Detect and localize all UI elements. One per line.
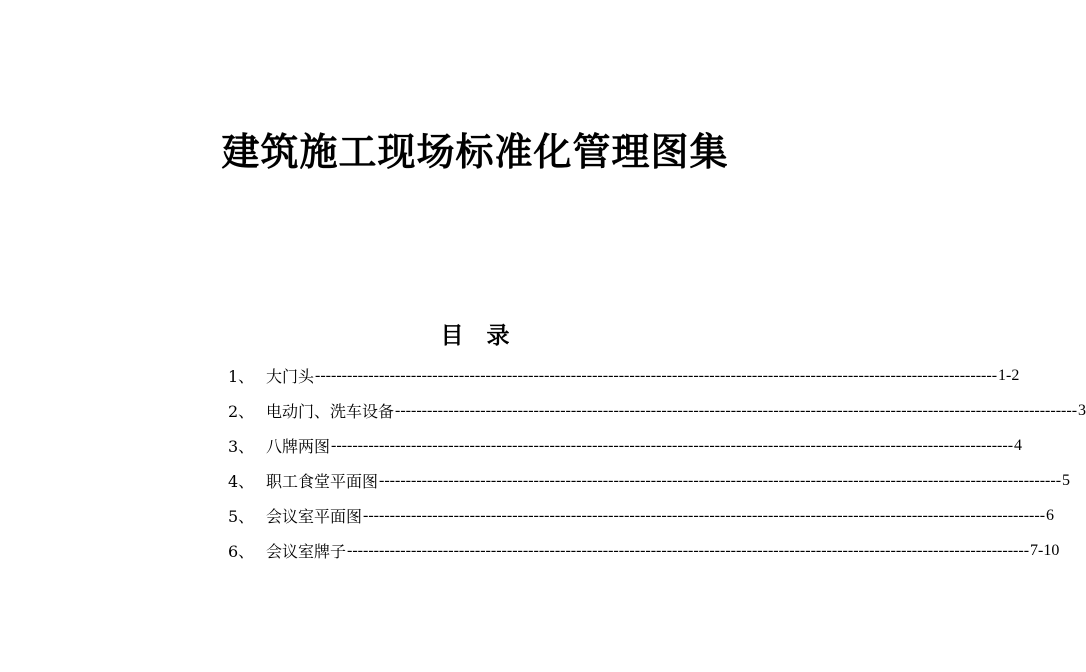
toc-entry bbox=[228, 393, 1086, 428]
toc-leader: -------------------------------------------------------------------------------------------------------------------------------- bbox=[395, 401, 1078, 419]
toc-entry bbox=[228, 498, 1055, 533]
table-of-contents bbox=[228, 358, 1086, 568]
toc-entry-number: 1、 bbox=[228, 367, 255, 386]
toc-entry-title: 会议室平面图 bbox=[266, 507, 363, 526]
toc-entry bbox=[228, 428, 1023, 463]
toc-entry-number: 3、 bbox=[228, 437, 255, 456]
toc-leader: -------------------------------------------------------------------------------------------------------------------------------- bbox=[347, 541, 1030, 559]
toc-entry-title: 八牌两图 bbox=[266, 437, 331, 456]
toc-entry-number: 4、 bbox=[228, 472, 255, 491]
toc-leader: -------------------------------------------------------------------------------------------------------------------------------- bbox=[363, 506, 1046, 524]
toc-entry-page: 7-10 bbox=[1030, 541, 1060, 559]
toc-entry-title: 职工食堂平面图 bbox=[266, 472, 379, 491]
toc-entry bbox=[228, 463, 1071, 498]
document-title: 建筑施工现场标准化管理图集 bbox=[221, 130, 729, 174]
toc-leader: -------------------------------------------------------------------------------------------------------------------------------- bbox=[379, 471, 1062, 489]
toc-entry-title: 会议室牌子 bbox=[266, 542, 347, 561]
toc-entry-number: 5、 bbox=[228, 507, 255, 526]
toc-entry-page: 6 bbox=[1046, 506, 1055, 524]
toc-entry-page: 1-2 bbox=[998, 366, 1020, 384]
toc-heading: 目 录 bbox=[440, 323, 510, 349]
toc-entry-page: 4 bbox=[1014, 436, 1023, 454]
toc-entry-number: 6、 bbox=[228, 542, 255, 561]
toc-leader: -------------------------------------------------------------------------------------------------------------------------------- bbox=[315, 366, 998, 384]
toc-entry-title: 电动门、洗车设备 bbox=[266, 402, 395, 421]
toc-entry-page: 3 bbox=[1078, 401, 1086, 419]
toc-entry bbox=[228, 533, 1060, 568]
toc-entry-page: 5 bbox=[1062, 471, 1071, 489]
toc-leader: -------------------------------------------------------------------------------------------------------------------------------- bbox=[331, 436, 1014, 454]
toc-entry-number: 2、 bbox=[228, 402, 255, 421]
toc-entry-title: 大门头 bbox=[266, 367, 315, 386]
toc-entry bbox=[228, 358, 1020, 393]
